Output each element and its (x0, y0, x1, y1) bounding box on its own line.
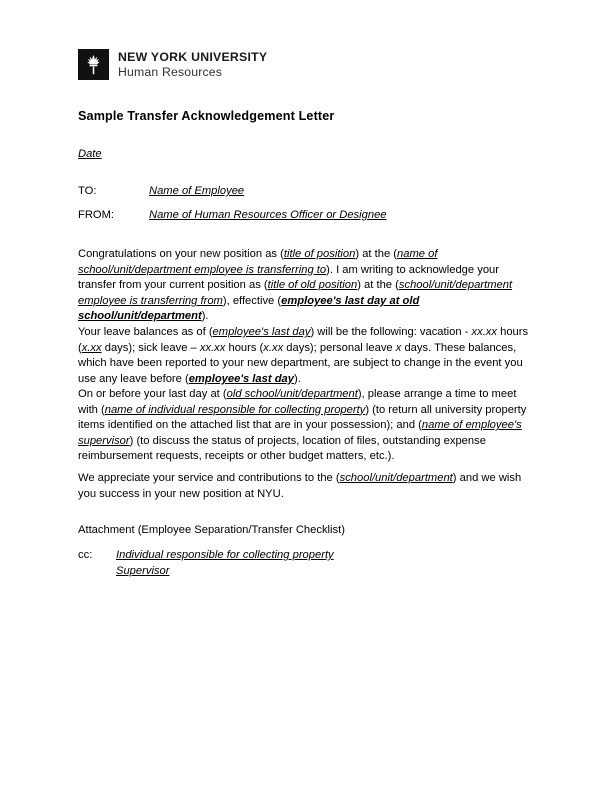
p1-text-5: ), effective ( (222, 294, 282, 307)
p3-text-4: ) (to discuss the status of projects, location of files, outstanding expense reimbursement requests, receipts or other budget matters, etc.). (78, 434, 486, 463)
p2-placeholder-last-day-1: employee's last day (212, 326, 311, 338)
letterhead-wordmark (118, 50, 267, 79)
paragraph-appreciation (78, 471, 537, 502)
p2-text-6: days); personal leave (283, 341, 396, 354)
p2-text-2: ) will be the following: vacation - (310, 326, 472, 338)
p3-text-2: ), please arrange a time to meet with ( (78, 388, 517, 416)
p2-personal-days: x (395, 341, 402, 354)
p1-placeholder-old-position: title of old position (267, 279, 358, 292)
to-value: Name of Employee (149, 185, 245, 197)
from-label: FROM: (78, 209, 115, 221)
paragraph-last-day-meeting (78, 387, 537, 465)
p3-text-1: On or before your last day at ( (78, 388, 227, 400)
cc-recipient-1: Individual responsible for collecting property (116, 549, 334, 561)
p2-vacation-hours: xx.xx (471, 326, 497, 338)
paragraph-leave-balances (78, 325, 537, 387)
p2-sick-days: x.xx (263, 341, 284, 354)
p4-placeholder-department: school/unit/department (339, 472, 453, 484)
p1-placeholder-title-of-position: title of position (283, 248, 356, 260)
from-value: Name of Human Resources Officer or Designee (149, 209, 387, 221)
p1-placeholder-old-department: school/unit/department employee is transferring from (78, 279, 513, 307)
p3-placeholder-property-collector: name of individual responsible for collecting property (104, 403, 366, 416)
p2-text-7: days. These balances, which have been reported to your new department, are subject to change in the event you use any leave before ( (78, 341, 523, 385)
attachment-line: Attachment (Employee Separation/Transfer Checklist) (78, 524, 345, 536)
p3-placeholder-supervisor: name of employee's supervisor (78, 419, 522, 447)
p1-text-3: ). I am writing to acknowledge your transfer from your current position as ( (78, 263, 499, 292)
p2-text-1: Your leave balances as of ( (78, 326, 213, 338)
p4-text-1: We appreciate your service and contributions to the ( (78, 472, 340, 484)
p2-vacation-days: x.xx (81, 341, 102, 354)
page-title: Sample Transfer Acknowledgement Letter (78, 109, 335, 123)
p1-text-4: ) at the ( (357, 279, 399, 292)
university-name: NEW YORK UNIVERSITY (118, 50, 268, 64)
p2-sick-hours: xx.xx (199, 341, 226, 354)
p2-text-4: days); sick leave – (101, 341, 200, 354)
p2-text-8: ). (293, 372, 301, 385)
recipient-to-row (78, 185, 244, 197)
p4-text-2: ) and we wish you success in your new position at NYU. (78, 472, 522, 500)
cc-recipient-list (116, 548, 334, 579)
cc-block (78, 548, 334, 579)
cc-recipient-2: Supervisor (116, 564, 170, 577)
p3-placeholder-old-department: old school/unit/department (226, 388, 358, 400)
p1-text-2: ) at the ( (355, 248, 398, 260)
cc-label: cc: (78, 549, 93, 561)
p1-placeholder-last-day: employee's last day at old school/unit/department (78, 294, 420, 323)
p2-text-5: hours ( (225, 341, 264, 354)
date-field (78, 148, 102, 160)
p1-placeholder-new-department: name of school/unit/department employee is transferring to (78, 248, 438, 276)
p1-text-6: ). (201, 310, 209, 323)
department-name: Human Resources (118, 64, 223, 79)
to-label: TO: (78, 185, 97, 197)
p2-placeholder-last-day-2: employee's last day (188, 372, 294, 385)
nyu-torch-icon (78, 49, 109, 80)
recipient-from-row (78, 209, 387, 221)
paragraph-congratulations (78, 247, 537, 325)
letterhead (78, 49, 267, 80)
p1-text-1: Congratulations on your new position as ( (78, 248, 284, 260)
p3-text-3: ) (to return all university property items identified on the attached list that are in your possession); and ( (78, 403, 527, 432)
date-placeholder: Date (78, 148, 102, 160)
p2-text-3: hours ( (78, 326, 529, 354)
